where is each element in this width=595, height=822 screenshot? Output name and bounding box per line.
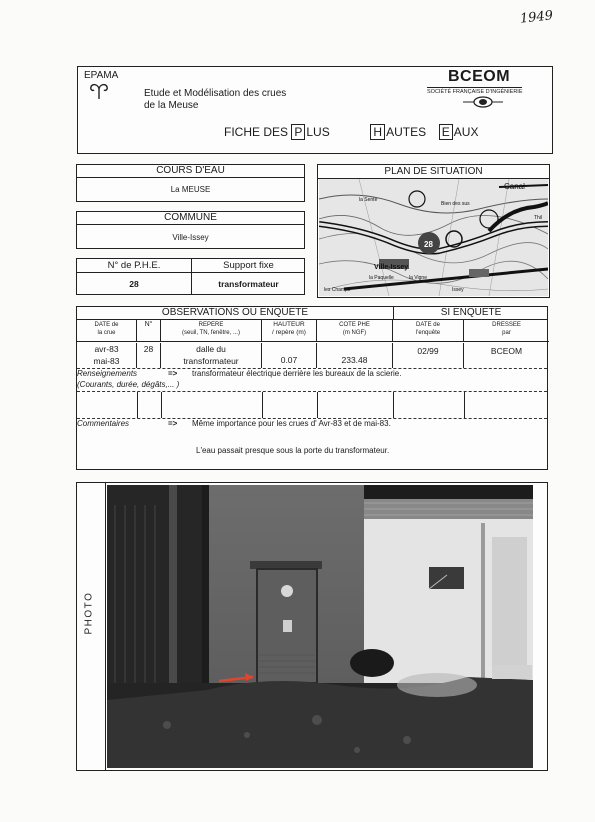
col-header-date-enquete: DATE de l'enquête: [393, 320, 464, 342]
brand-subtitle: SOCIÉTÉ FRANÇAISE D'INGÉNIERIE: [427, 89, 523, 95]
commune-label: COMMUNE: [77, 212, 304, 225]
fiche-title: [224, 124, 478, 140]
col-header-repere: REPERE (seuil, TN, fenêtre, ...): [161, 320, 262, 342]
brand-logo: BCEOM: [448, 68, 511, 85]
map-marker-28: 28: [424, 240, 433, 249]
commentaires-line1: Même importance pour les crues d' Avr-83 et de mai-83.: [192, 419, 391, 428]
fiche-letter-p: P: [291, 124, 305, 140]
col-header-hauteur: HAUTEUR / repère (m): [262, 320, 317, 342]
phe-number-value: 28: [129, 279, 139, 289]
map-label-ville-issey: Ville-Issey: [374, 264, 409, 271]
study-title-line2: de la Meuse: [144, 100, 199, 111]
map-label-paquelle: la Paquelle: [369, 275, 394, 281]
cell-repere: dalle du transformateur: [161, 343, 262, 368]
renseignements-label: Renseignements: [77, 369, 138, 378]
commentaires-label: Commentaires: [77, 419, 130, 428]
situation-map: [319, 179, 548, 296]
map-label-sente: la Sente: [359, 197, 378, 203]
commune-value: Ville-Issey: [172, 233, 209, 242]
renseignements-sub: (Courants, durée, dégâts,... ): [77, 380, 180, 389]
fiche-letter-e: E: [439, 124, 453, 140]
cell-date-crue: avr-83 mai-83: [77, 343, 137, 368]
brand-emblem: [463, 96, 503, 108]
phe-box: [76, 258, 305, 295]
header-box: [77, 66, 553, 154]
renseignements-text: transformateur électrique derrière les bureaux de la scierie.: [192, 369, 402, 378]
site-photo: [107, 485, 533, 768]
col-header-dressee: DRESSEE par: [464, 320, 549, 342]
cell-num: 28: [137, 343, 161, 368]
commentaires-line2: L'eau passait presque sous la porte du transformateur.: [196, 446, 390, 455]
commune-box: [76, 211, 305, 249]
map-label-champs: les Champs: [324, 287, 351, 293]
cell-dressee: BCEOM: [490, 346, 523, 356]
support-value: transformateur: [218, 279, 279, 289]
map-label-bien: Bien des sus: [441, 201, 470, 207]
map-label-thil: Thil: [534, 215, 543, 221]
photo-box: [76, 482, 548, 771]
col-header-num: N°: [137, 320, 161, 342]
fiche-rest-h: AUTES: [386, 125, 427, 139]
fiche-rest-e: AUX: [453, 125, 479, 139]
support-label: Support fixe: [223, 260, 274, 271]
map-label-vigne: la Vigne: [409, 275, 427, 281]
aries-logo: [88, 82, 110, 100]
cell-hauteur: 0.07: [262, 343, 317, 368]
renseignements-arrow: =>: [168, 369, 178, 378]
col-header-cote: COTE PHE (m NGF): [317, 320, 393, 342]
map-label-canal: Canal: [504, 182, 525, 191]
fiche-rest-p: LUS: [306, 125, 330, 139]
observations-box: [76, 306, 548, 470]
commentaires-arrow: =>: [168, 419, 178, 428]
col-header-date-crue: DATE de la crue: [77, 320, 137, 342]
study-title-line1: Etude et Modélisation des crues: [144, 88, 287, 99]
map-label-issey: Issey: [452, 287, 464, 293]
page-number: 1949: [519, 8, 554, 27]
plan-box: [317, 164, 550, 298]
photo-label: PHOTO: [83, 591, 95, 635]
cours-eau-box: [76, 164, 305, 202]
cell-date-enquete: 02/99: [393, 343, 464, 368]
observations-title: OBSERVATIONS OU ENQUETE: [161, 307, 309, 318]
si-enquete-title: SI ENQUETE: [440, 307, 502, 318]
fiche-word: FICHE DES: [224, 125, 289, 139]
cours-eau-label: COURS D'EAU: [77, 165, 304, 178]
org-name: EPAMA: [84, 70, 119, 81]
cours-eau-value: La MEUSE: [170, 185, 211, 194]
fiche-letter-h: H: [370, 124, 385, 140]
cell-cote: 233.48: [317, 343, 393, 368]
plan-title: PLAN DE SITUATION: [318, 165, 549, 179]
phe-number-label: N° de P.H.E.: [107, 260, 161, 271]
